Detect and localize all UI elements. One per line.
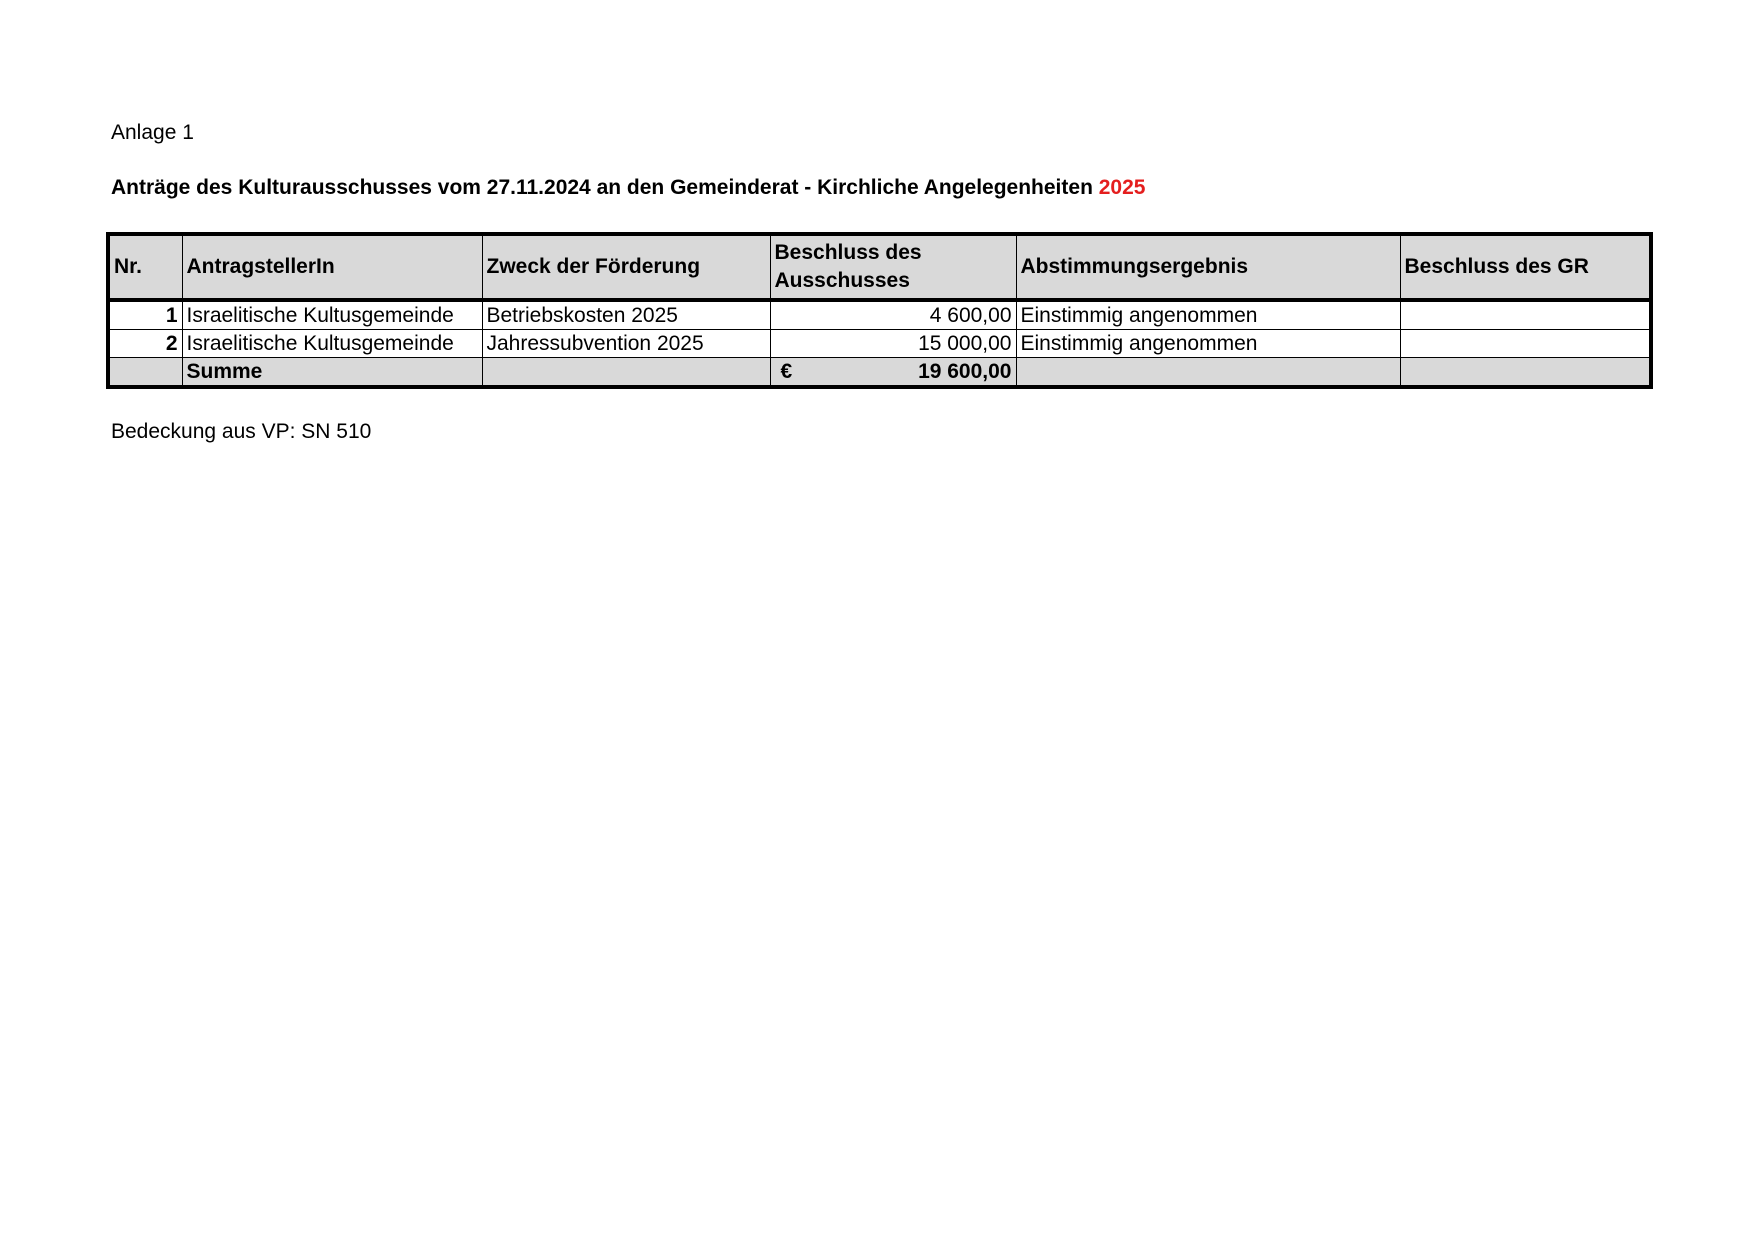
applications-table: [106, 232, 1653, 389]
cell-purpose: Betriebskosten 2025: [482, 300, 770, 330]
header-vote-result: Abstimmungsergebnis: [1016, 234, 1400, 300]
header-nr: Nr.: [108, 234, 182, 300]
sum-row: [108, 358, 1651, 388]
sum-amount-cell: [770, 358, 1016, 388]
cell-council-decision: [1400, 300, 1651, 330]
header-council-decision: Beschluss des GR: [1400, 234, 1651, 300]
sum-cell-empty: [1400, 358, 1651, 388]
cell-committee-decision: 15 000,00: [770, 330, 1016, 358]
cell-applicant: Israelitische Kultusgemeinde: [182, 300, 482, 330]
cell-nr: 1: [108, 300, 182, 330]
table-row: [108, 330, 1651, 358]
cell-council-decision: [1400, 330, 1651, 358]
cell-vote-result: Einstimmig angenommen: [1016, 330, 1400, 358]
page-title: [111, 175, 1145, 201]
attachment-label: Anlage 1: [111, 121, 194, 144]
header-committee-decision: Beschluss des Ausschusses: [770, 234, 1016, 300]
sum-cell-empty: [108, 358, 182, 388]
header-applicant: AntragstellerIn: [182, 234, 482, 300]
header-purpose: Zweck der Förderung: [482, 234, 770, 300]
cell-vote-result: Einstimmig angenommen: [1016, 300, 1400, 330]
sum-currency: €: [780, 360, 793, 383]
title-year: 2025: [1098, 176, 1146, 199]
cell-nr: 2: [108, 330, 182, 358]
table-row: [108, 300, 1651, 330]
sum-cell-empty: [1016, 358, 1400, 388]
coverage-note: Bedeckung aus VP: SN 510: [111, 420, 372, 443]
cell-applicant: Israelitische Kultusgemeinde: [182, 330, 482, 358]
cell-purpose: Jahressubvention 2025: [482, 330, 770, 358]
cell-committee-decision: 4 600,00: [770, 300, 1016, 330]
table-header-row: [108, 234, 1651, 300]
title-text: Anträge des Kulturausschusses vom 27.11.2024 an den Gemeinderat - Kirchliche Angelegenheiten: [111, 176, 1099, 199]
sum-cell-empty: [482, 358, 770, 388]
sum-label: Summe: [182, 358, 482, 388]
sum-amount: 19 600,00: [918, 360, 1012, 383]
